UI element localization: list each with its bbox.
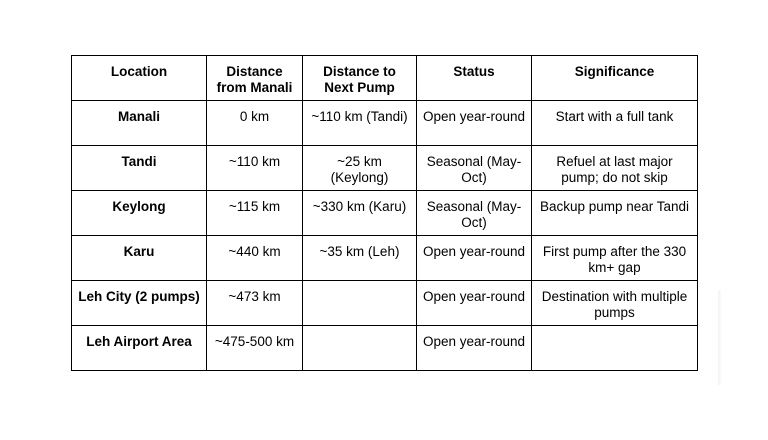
cell-significance: Destination with multiple pumps xyxy=(532,281,698,326)
cell-significance: Backup pump near Tandi xyxy=(532,191,698,236)
table-row xyxy=(72,281,698,326)
cell-location: Tandi xyxy=(72,146,207,191)
table-row xyxy=(72,326,698,371)
fuel-pump-table xyxy=(71,55,698,371)
table-row xyxy=(72,191,698,236)
cell-distance-to-next-pump xyxy=(303,281,417,326)
header-significance: Significance xyxy=(532,56,698,101)
cell-distance-to-next-pump xyxy=(303,326,417,371)
table-row xyxy=(72,146,698,191)
table-header-row xyxy=(72,56,698,101)
header-distance-from-manali: Distance from Manali xyxy=(207,56,303,101)
cell-status: Open year-round xyxy=(417,281,532,326)
cell-distance-to-next-pump: ~110 km (Tandi) xyxy=(303,101,417,146)
cell-location: Manali xyxy=(72,101,207,146)
cell-distance-from-manali: ~473 km xyxy=(207,281,303,326)
cell-distance-from-manali: ~115 km xyxy=(207,191,303,236)
cell-status: Open year-round xyxy=(417,101,532,146)
cell-distance-to-next-pump: ~25 km (Keylong) xyxy=(303,146,417,191)
cell-distance-from-manali: ~110 km xyxy=(207,146,303,191)
cell-distance-to-next-pump: ~35 km (Leh) xyxy=(303,236,417,281)
cell-status: Seasonal (May-Oct) xyxy=(417,146,532,191)
header-location: Location xyxy=(72,56,207,101)
cell-distance-from-manali: ~475-500 km xyxy=(207,326,303,371)
table-row xyxy=(72,101,698,146)
cell-location: Karu xyxy=(72,236,207,281)
cell-significance xyxy=(532,326,698,371)
cell-significance: Refuel at last major pump; do not skip xyxy=(532,146,698,191)
cell-status: Seasonal (May-Oct) xyxy=(417,191,532,236)
fuel-pump-table-container xyxy=(71,55,698,371)
cell-location: Leh Airport Area xyxy=(72,326,207,371)
cell-distance-from-manali: ~440 km xyxy=(207,236,303,281)
cell-status: Open year-round xyxy=(417,236,532,281)
table-row xyxy=(72,236,698,281)
cell-distance-to-next-pump: ~330 km (Karu) xyxy=(303,191,417,236)
cell-distance-from-manali: 0 km xyxy=(207,101,303,146)
cell-significance: First pump after the 330 km+ gap xyxy=(532,236,698,281)
page-edge-shadow xyxy=(718,290,722,385)
cell-location: Leh City (2 pumps) xyxy=(72,281,207,326)
header-distance-to-next-pump: Distance to Next Pump xyxy=(303,56,417,101)
header-status: Status xyxy=(417,56,532,101)
cell-significance: Start with a full tank xyxy=(532,101,698,146)
cell-location: Keylong xyxy=(72,191,207,236)
cell-status: Open year-round xyxy=(417,326,532,371)
